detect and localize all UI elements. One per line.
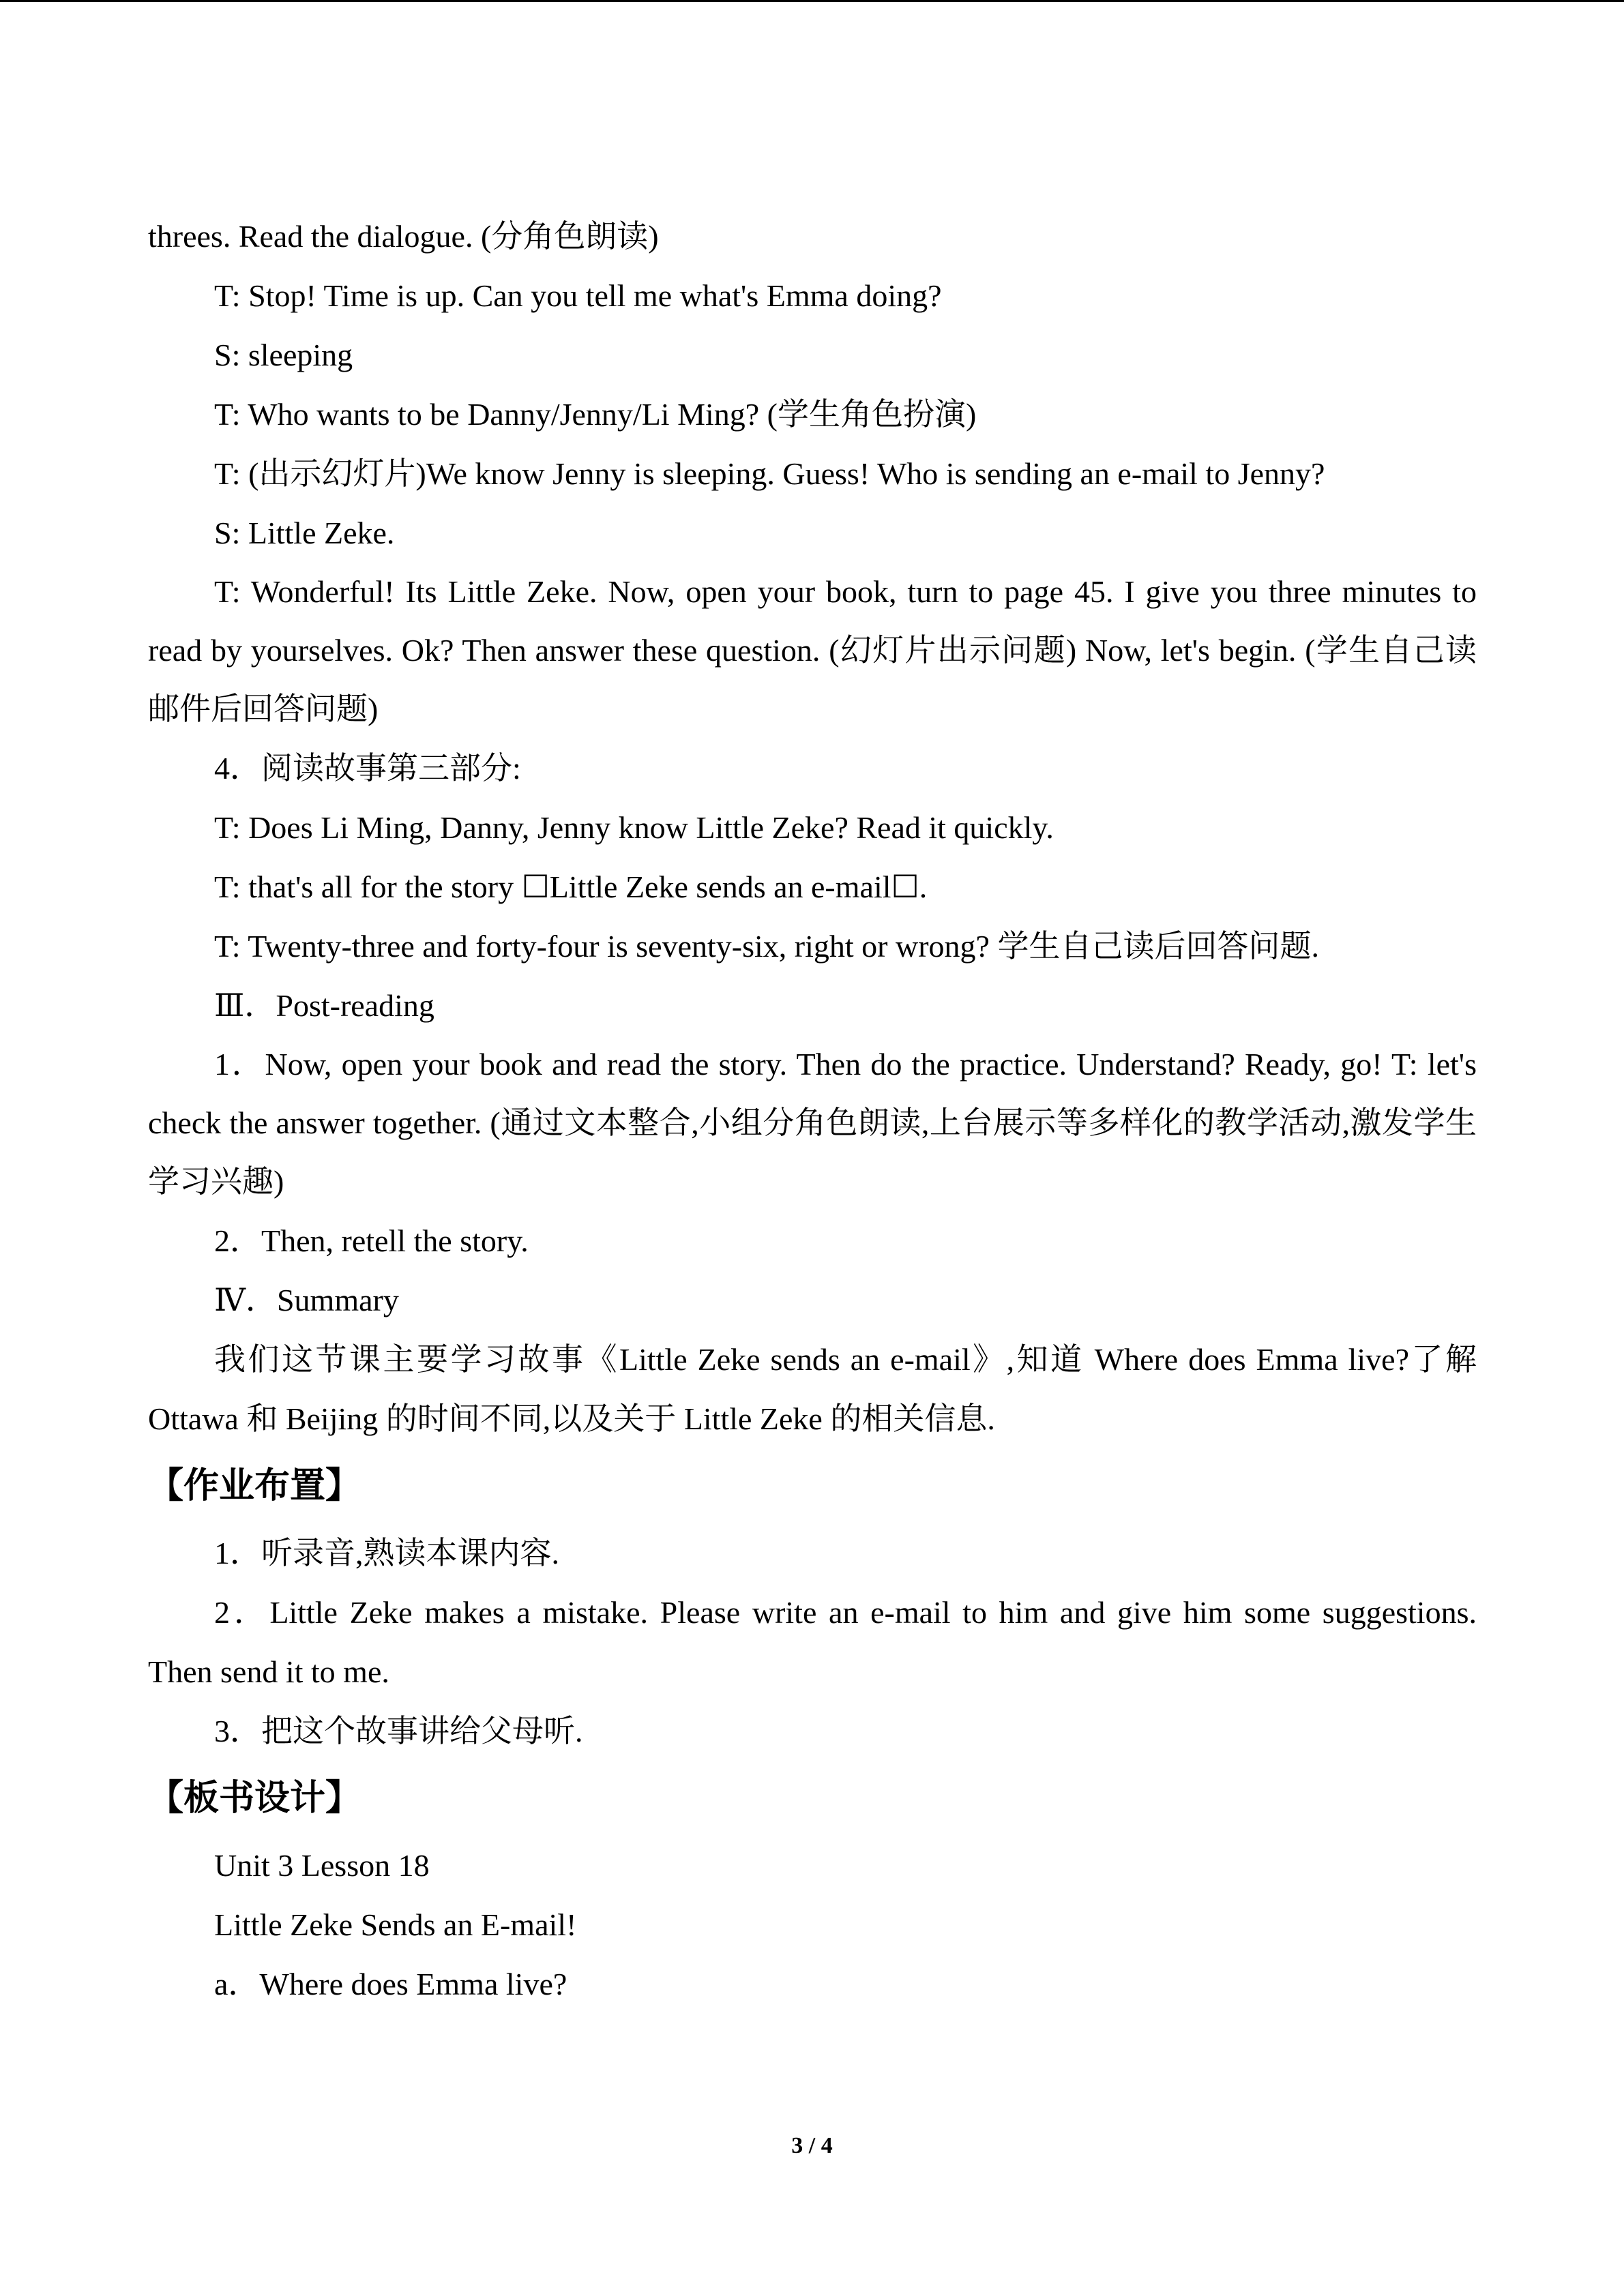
text-line: 4．阅读故事第三部分: [214,751,521,786]
text-line: S: Little Zeke. [214,516,395,550]
homework-item: 3．把这个故事讲给父母听. [214,1714,583,1748]
homework-heading: 【作业布置】 [148,1465,361,1506]
text-line: T: Does Li Ming, Danny, Jenny know Little Zeke? Read it quickly. [214,810,1054,845]
board-item: Little Zeke Sends an E-mail! [214,1907,577,1942]
text-line: T: (出示幻灯片)We know Jenny is sleeping. Guess! Who is sending an e-mail to Jenny? [214,456,1325,491]
document-body [148,207,1477,2014]
page-number: 3 / 4 [791,2133,833,2158]
board-item: a．Where does Emma live? [214,1967,567,2001]
text-line: 2．Then, retell the story. [214,1223,529,1258]
homework-item: 2．Little Zeke makes a mistake. Please write an e-mail to him and give him some suggestions. Then send it to me. [148,1595,1477,1689]
text-line: T: Twenty-three and forty-four is seventy-six, right or wrong? 学生自己读后回答问题. [214,929,1319,964]
section-heading-summary: Ⅳ．Summary [214,1283,399,1317]
top-border-line [0,0,1624,2]
text-paragraph: T: Wonderful! Its Little Zeke. Now, open your book, turn to page 45. I give you three minutes to read by yourselves. Ok? Then answer these question. (幻灯片出示问题) Now, let's begin. (学生自己读邮件后回答问题) [148,574,1477,726]
text-line: T: that's all for the story ☐Little Zeke sends an e-mail☐. [214,869,928,904]
board-design-heading: 【板书设计】 [148,1778,361,1819]
text-line: threes. Read the dialogue. (分角色朗读) [148,219,659,254]
text-line: T: Stop! Time is up. Can you tell me what's Emma doing? [214,278,942,313]
homework-item: 1．听录音,熟读本课内容. [214,1536,559,1570]
section-heading-post-reading: Ⅲ．Post-reading [214,988,434,1023]
text-line: T: Who wants to be Danny/Jenny/Li Ming? (学生角色扮演) [214,397,977,432]
board-item: Unit 3 Lesson 18 [214,1848,430,1883]
text-paragraph: 1．Now, open your book and read the story. Then do the practice. Understand? Ready, go! T: let's check the answer together. (通过文本整合,小组分角色朗读,上台展示等多样化的教学活动,激发学生学习兴趣) [148,1047,1477,1199]
summary-paragraph: 我们这节课主要学习故事《Little Zeke sends an e-mail》,知道 Where does Emma live?了解 Ottawa 和 Beijing 的时间不同,以及关于 Little Zeke 的相关信息. [148,1342,1477,1436]
text-line: S: sleeping [214,338,353,372]
